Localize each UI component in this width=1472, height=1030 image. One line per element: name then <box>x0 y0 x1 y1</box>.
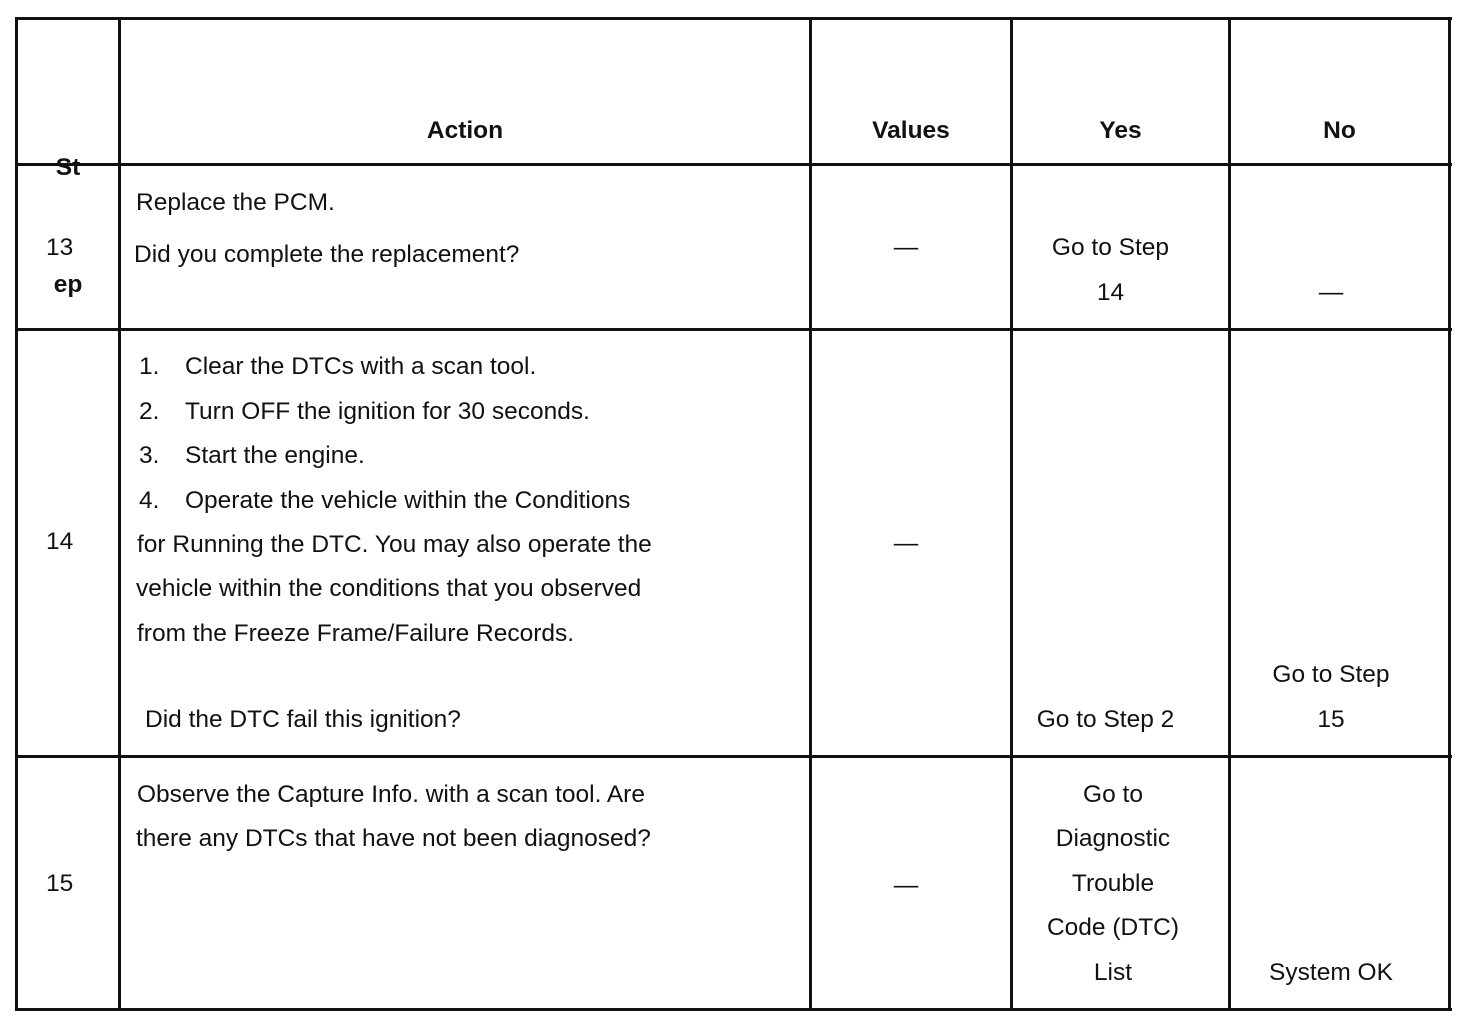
list-item: Clear the DTCs with a scan tool. <box>185 353 537 380</box>
list-item: Turn OFF the ignition for 30 seconds. <box>185 398 590 425</box>
yes-action: Go to <box>1083 781 1143 808</box>
header-yes: Yes <box>1099 117 1142 144</box>
yes-action: List <box>1093 959 1133 986</box>
list-number: 1. <box>139 353 160 380</box>
no-action: Go to Step <box>1272 661 1390 688</box>
step-number: 13 <box>46 234 74 261</box>
values-dash: — <box>893 872 919 899</box>
table-rule <box>118 17 121 1011</box>
header-step-line: St <box>55 154 81 181</box>
no-action: — <box>1318 279 1344 306</box>
action-text: Observe the Capture Info. with a scan tool. Are <box>137 781 645 808</box>
yes-action: Go to Step <box>1051 234 1170 261</box>
action-text: from the Freeze Frame/Failure Records. <box>137 620 575 647</box>
yes-action: Diagnostic <box>1055 825 1171 852</box>
table-rule <box>15 755 1452 758</box>
table-rule <box>15 1008 1452 1011</box>
yes-action: Trouble <box>1071 870 1155 897</box>
table-rule <box>15 17 1452 20</box>
header-values: Values <box>872 117 950 144</box>
no-action: 15 <box>1317 706 1345 733</box>
action-text: for Running the DTC. You may also operate the <box>137 531 652 558</box>
action-text: vehicle within the conditions that you observed <box>136 575 642 602</box>
list-number: 3. <box>139 442 160 469</box>
header-action: Action <box>426 117 504 144</box>
header-step-line: ep <box>53 271 83 298</box>
table-rule <box>809 17 812 1011</box>
list-item: Start the engine. <box>185 442 365 469</box>
yes-action: Code (DTC) <box>1046 914 1180 941</box>
table-rule <box>1448 17 1451 1011</box>
table-rule <box>15 328 1452 331</box>
action-text: Replace the PCM. <box>136 189 335 216</box>
yes-action: Go to Step 2 <box>1036 706 1175 733</box>
values-dash: — <box>893 530 919 557</box>
header-no: No <box>1323 117 1356 144</box>
yes-action: 14 <box>1096 279 1125 306</box>
action-question: there any DTCs that have not been diagnosed? <box>136 825 651 852</box>
step-number: 14 <box>46 528 74 555</box>
action-question: Did the DTC fail this ignition? <box>145 706 461 733</box>
list-number: 4. <box>139 487 160 514</box>
list-number: 2. <box>139 398 160 425</box>
table-rule <box>1228 17 1231 1011</box>
no-action: System OK <box>1269 959 1393 986</box>
action-question: Did you complete the replacement? <box>134 241 520 268</box>
values-dash: — <box>893 234 919 261</box>
list-item: Operate the vehicle within the Conditions <box>185 487 631 514</box>
table-rule <box>15 163 1452 166</box>
step-number: 15 <box>46 870 74 897</box>
